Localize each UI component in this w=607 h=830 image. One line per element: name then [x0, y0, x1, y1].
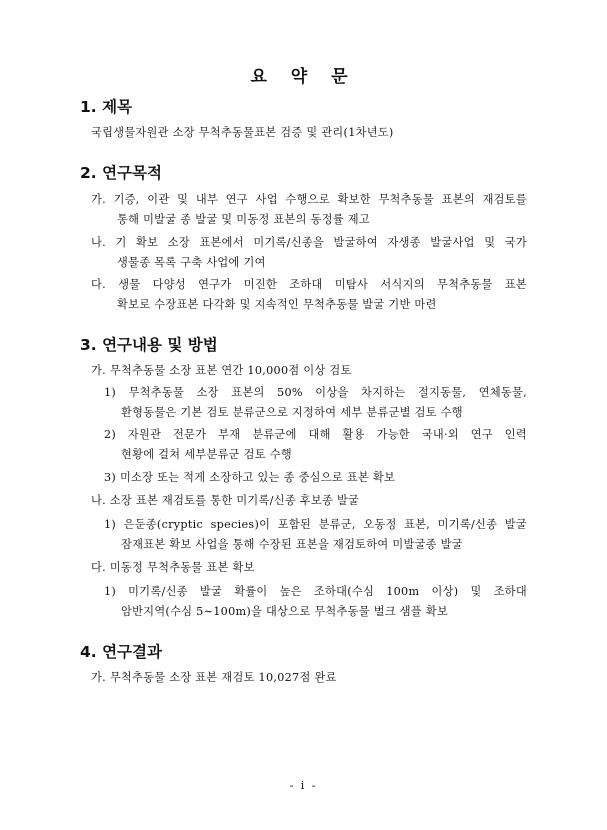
section-text-line: 1) 무척추동물 소장 표본의 50% 이상을 차지하는 절지동물, 연체동물,: [104, 386, 527, 399]
section-text-line: 가. 무척추동물 소장 표본 연간 10,000점 이상 검토: [91, 364, 352, 377]
section-heading-results: 4. 연구결과: [80, 643, 162, 661]
section-text-line: 생물종 목록 구축 사업에 기여: [117, 256, 266, 269]
section-text-line: 가. 기증, 이관 및 내부 연구 사업 수행으로 확보한 무척추동물 표본의 재검토를: [91, 193, 527, 206]
section-heading-purpose: 2. 연구목적: [80, 164, 162, 182]
section-text-line: 2) 자원관 전문가 부재 분류군에 대해 활용 가능한 국내·외 연구 인력: [104, 428, 527, 441]
section-text-line: 통해 미발굴 종 발굴 및 미동정 표본의 동정률 제고: [117, 213, 370, 226]
section-text-line: 1) 은둔종(cryptic species)이 포함된 분류군, 오동정 표본, 미기록/신종 발굴: [104, 518, 527, 531]
section-text-line: 나. 소장 표본 재검토를 통한 미기록/신종 후보종 발굴: [91, 494, 360, 507]
section-heading-methods: 3. 연구내용 및 방법: [80, 336, 218, 354]
section-text-line: 1) 미기록/신종 발굴 확률이 높은 조하대(수심 100m 이상) 및 조하대: [104, 585, 527, 598]
section-text-line: 확보로 수장표본 다각화 및 지속적인 무척추동물 발굴 기반 마련: [117, 298, 437, 311]
section-text-line: 잠재표본 확보 사업을 통해 수장된 표본을 재검토하여 미발굴종 발굴: [121, 538, 463, 551]
document-title: 요 약 문: [250, 67, 357, 87]
section-text-line: 3) 미소장 또는 적게 소장하고 있는 종 중심으로 표본 확보: [104, 471, 396, 484]
section-text-line: 암반지역(수심 5∼100m)을 대상으로 무척추동물 벌크 샘플 확보: [121, 605, 449, 618]
section-text-line: 나. 기 확보 소장 표본에서 미기록/신종을 발굴하여 자생종 발굴사업 및 국가: [91, 236, 527, 249]
section-heading-title: 1. 제목: [80, 98, 133, 116]
section-text-line: 국립생물자원관 소장 무척추동물표본 검증 및 관리(1차년도): [91, 126, 394, 139]
section-text-line: 가. 무척추동물 소장 표본 재검토 10,027점 완료: [91, 671, 337, 684]
section-text-line: 다. 미동정 무척추동물 표본 확보: [91, 561, 255, 574]
section-text-line: 다. 생물 다양성 연구가 미진한 조하대 미탐사 서식지의 무척추동물 표본: [91, 278, 527, 291]
page-number: - i -: [289, 779, 318, 792]
section-text-line: 환형동물은 기본 검토 분류군으로 지정하여 세부 분류군별 검토 수행: [121, 406, 463, 419]
section-text-line: 현황에 걸쳐 세부분류군 검토 수행: [121, 448, 292, 461]
